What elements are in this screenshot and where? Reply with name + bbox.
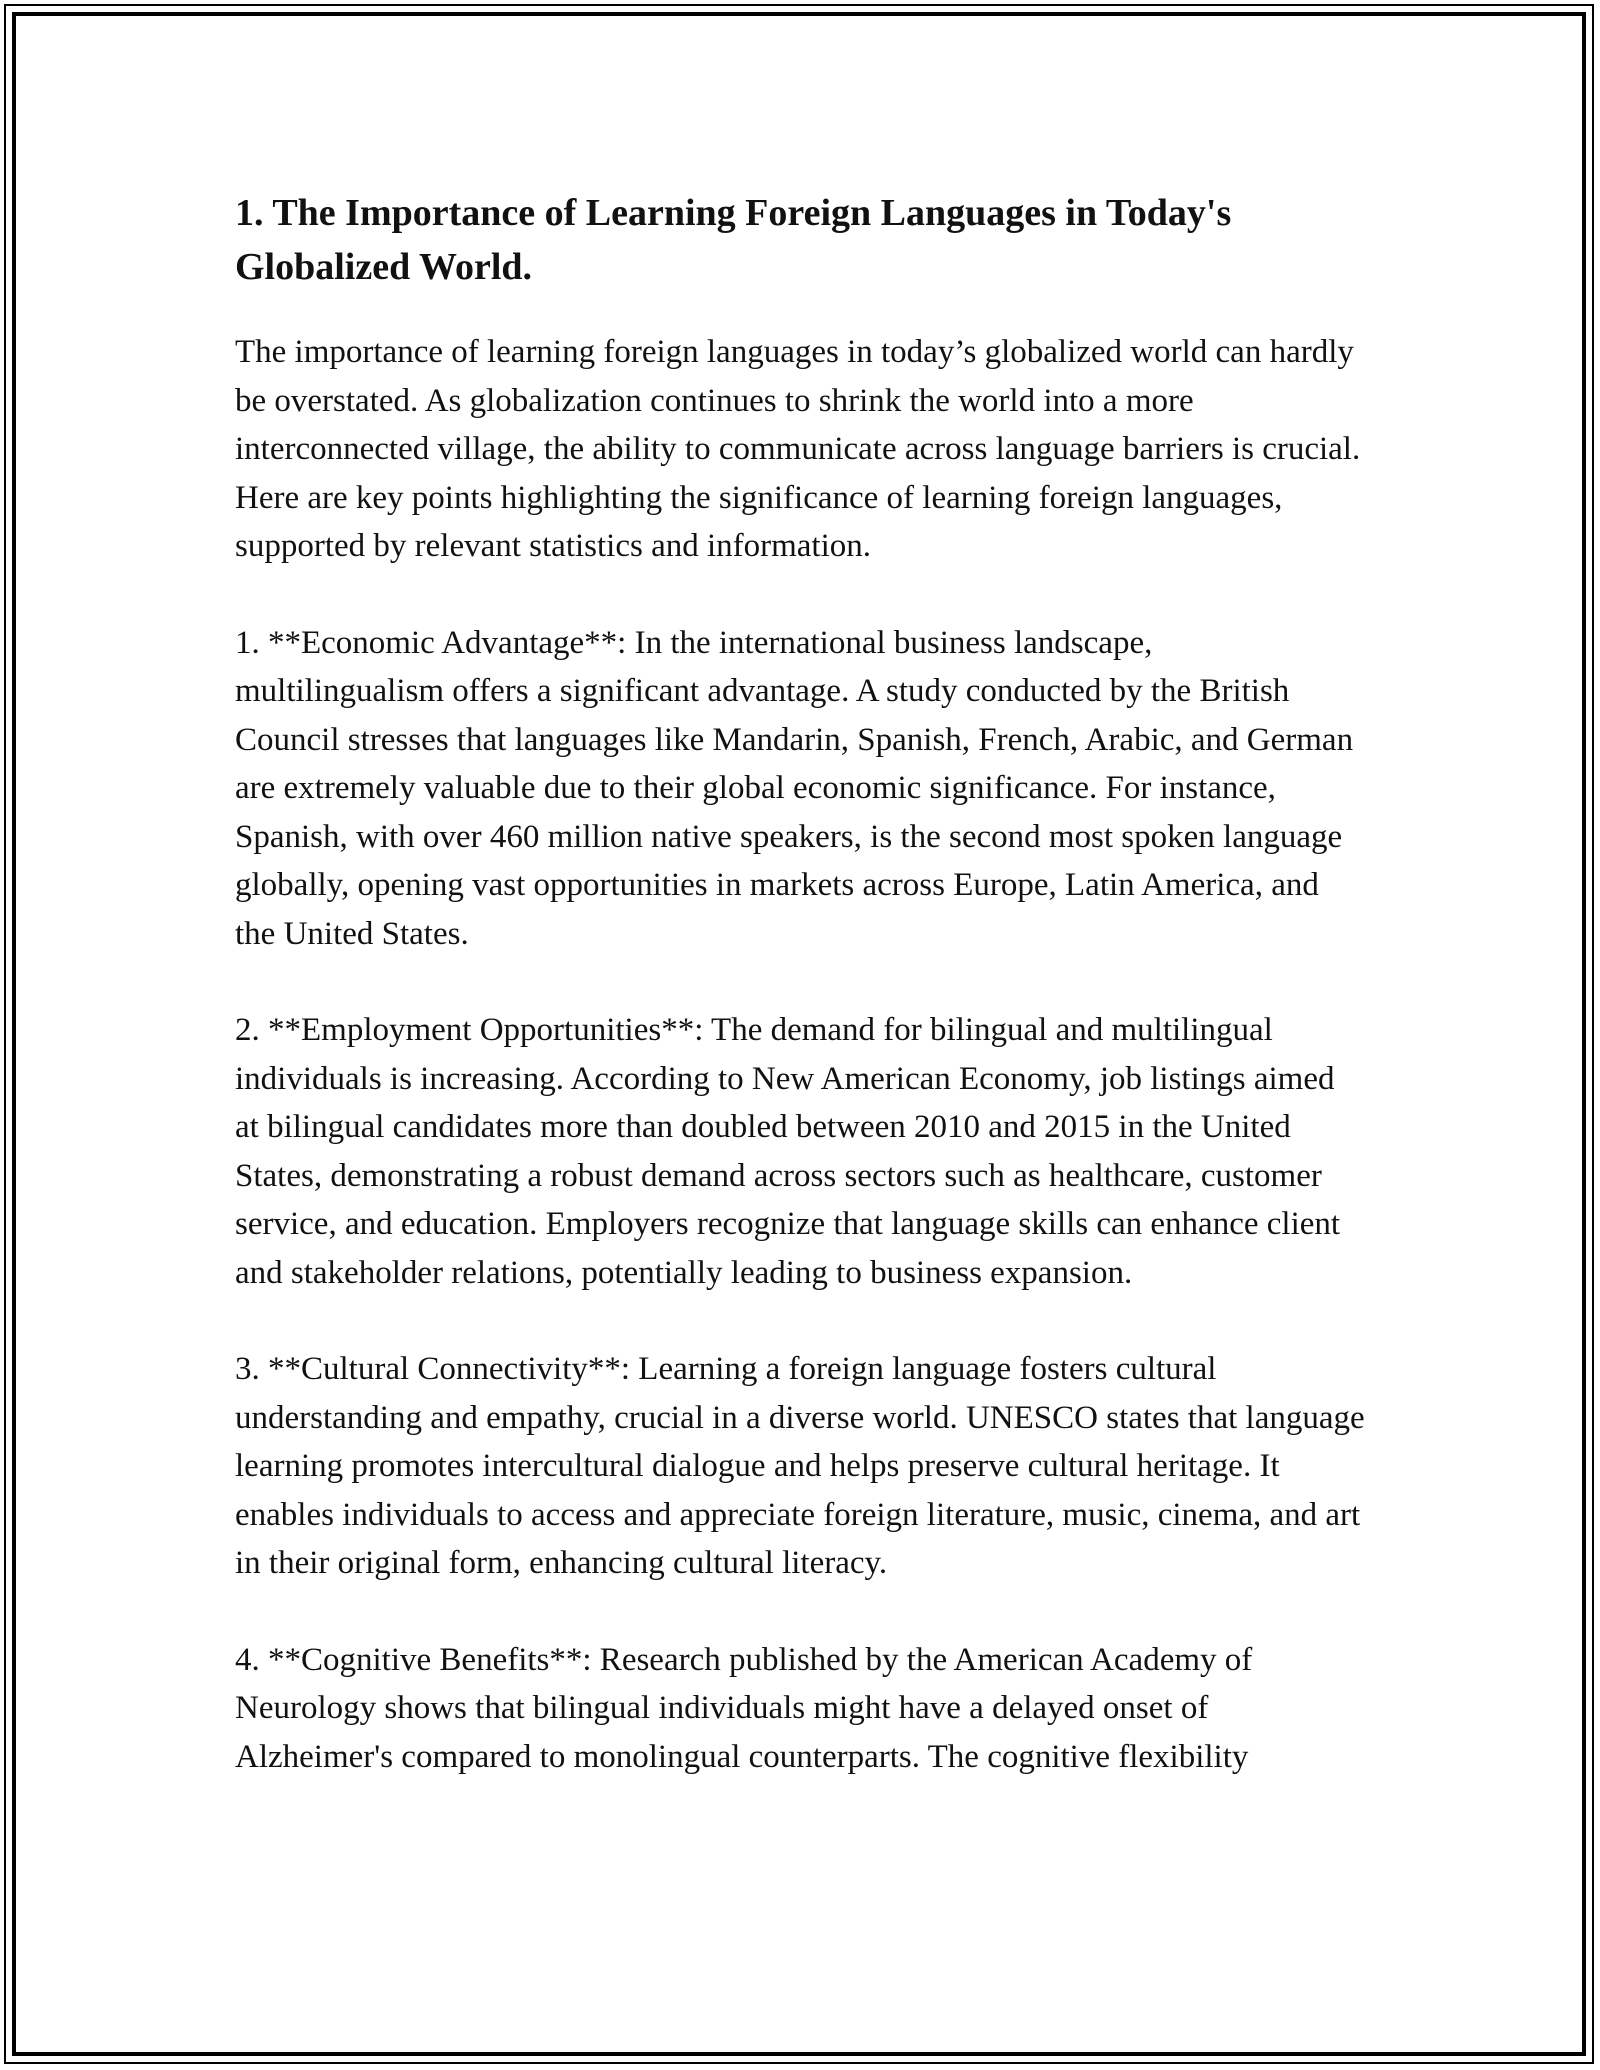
cultural-connectivity-paragraph: 3. **Cultural Connectivity**: Learning a foreign language fosters cultural understanding and empathy, crucial in a diverse world. UNESCO states that language learning promotes intercultural dialogue and helps preserve cultural heritage. It enables individuals to access and appreciate foreign literature, music, cinema, and art in their original form, enhancing cultural literacy. — [235, 1351, 1365, 1581]
document-body — [235, 186, 1365, 1829]
cognitive-benefits-paragraph: 4. **Cognitive Benefits**: Research published by the American Academy of Neurology shows that bilingual individuals might have a delayed onset of Alzheimer's compared to monolingual counterparts. The cognitive flexibility — [235, 1641, 1253, 1775]
employment-opportunities-paragraph: 2. **Employment Opportunities**: The demand for bilingual and multilingual individuals is increasing. According to New American Economy, job listings aimed at bilingual candidates more than doubled between 2010 and 2015 in the United States, demonstrating a robust demand across sectors such as healthcare, customer service, and education. Employers recognize that language skills can enhance client and stakeholder relations, potentially leading to business expansion. — [235, 1012, 1341, 1291]
document-title: 1. The Importance of Learning Foreign Languages in Today's Globalized World. — [235, 192, 1232, 288]
economic-advantage-paragraph: 1. **Economic Advantage**: In the international business landscape, multilingualism offers a significant advantage. A study conducted by the British Council stresses that languages like Mandarin, Spanish, French, Arabic, and German are extremely valuable due to their global economic significance. For instance, Spanish, with over 460 million native speakers, is the second most spoken language globally, opening vast opportunities in markets across Europe, Latin America, and the United States. — [235, 624, 1354, 952]
intro-paragraph: The importance of learning foreign languages in today’s globalized world can hardly be overstated. As globalization continues to shrink the world into a more interconnected village, the ability to communicate across language barriers is crucial. Here are key points highlighting the significance of learning foreign languages, supported by relevant statistics and information. — [235, 334, 1361, 564]
